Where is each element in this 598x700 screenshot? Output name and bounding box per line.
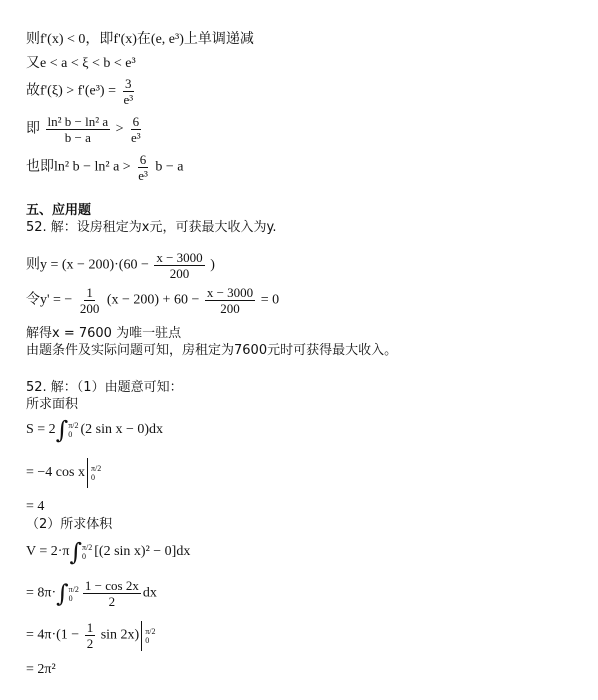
- text-segment: [(2 sin x)² − 0]dx: [94, 544, 191, 560]
- text-segment: = −4 cos x: [26, 465, 85, 481]
- denominator: e³: [138, 168, 148, 183]
- denominator: 2: [108, 594, 116, 609]
- lower-limit: 0: [82, 552, 86, 561]
- text-segment: S = 2: [26, 422, 56, 438]
- integral-limits: [82, 543, 92, 561]
- text-segment: (2 sin x − 0)dx: [80, 422, 164, 438]
- lower-limit: 0: [90, 473, 95, 482]
- line-volume-cosine: [26, 578, 157, 609]
- line-volume-result: = 2π²: [26, 662, 56, 677]
- numerator: 1 − cos 2x: [84, 578, 139, 593]
- fraction: [154, 250, 204, 281]
- integral-sign: ∫: [56, 579, 69, 608]
- text-segment: (x − 200) + 60 −: [106, 292, 200, 308]
- line-hence-fprime: [26, 76, 137, 107]
- integral-limits: [68, 421, 78, 439]
- text-segment: = 0: [260, 292, 280, 308]
- lower-limit: 0: [68, 430, 73, 439]
- text-segment: 即: [26, 121, 40, 137]
- integral-limits: [69, 585, 79, 603]
- fraction: [46, 114, 111, 145]
- fraction: [136, 152, 150, 183]
- line-ln-fraction: [26, 114, 145, 145]
- text-segment: >: [115, 121, 124, 137]
- evaluation-bar: [87, 458, 88, 488]
- line-area-result: = 4: [26, 499, 45, 514]
- line-revenue-function: [26, 250, 215, 281]
- text-segment: 则y = (x − 200)·(60 −: [26, 257, 149, 273]
- denominator: 200: [79, 301, 100, 316]
- upper-limit: π/2: [68, 421, 79, 430]
- upper-limit: π/2: [68, 584, 79, 594]
- text-segment: 故f'(ξ) > f'(e³) =: [26, 83, 116, 99]
- text-segment: b − a: [155, 159, 184, 175]
- text-segment: = 4π·(1 −: [26, 627, 80, 643]
- text-segment: V = 2·π: [26, 544, 70, 560]
- numerator: 6: [132, 114, 140, 129]
- line-conclusion: 由题条件及实际问题可知，房租定为7600元时可获得最大收入。: [26, 343, 398, 358]
- numerator: x − 3000: [206, 285, 254, 300]
- numerator: x − 3000: [156, 250, 203, 265]
- numerator: 1: [86, 285, 93, 300]
- denominator: 200: [169, 266, 190, 281]
- upper-limit: π/2: [90, 464, 102, 473]
- fraction: [205, 285, 255, 316]
- text-segment: ): [210, 257, 215, 273]
- line-area-heading: 所求面积: [26, 397, 79, 412]
- fraction: [83, 578, 141, 609]
- denominator: 2: [86, 636, 94, 651]
- numerator: ln² b − ln² a: [47, 114, 109, 129]
- denominator: e³: [123, 92, 134, 107]
- text-segment: = 8π·: [26, 585, 57, 601]
- line-derivative-negative: 则f'(x) < 0，即f'(x)在(e, e³)上单调递减: [26, 32, 254, 47]
- denominator: b − a: [64, 130, 91, 145]
- text-segment: sin 2x): [100, 627, 140, 643]
- fraction: [121, 76, 135, 107]
- fraction: [129, 114, 143, 145]
- upper-limit: π/2: [145, 626, 156, 636]
- upper-limit: π/2: [82, 543, 93, 552]
- numerator: 1: [86, 620, 94, 635]
- line-area-antiderivative: [26, 458, 103, 488]
- lower-limit: 0: [68, 593, 73, 603]
- line-derivative-zero: [26, 285, 279, 316]
- denominator: e³: [131, 130, 141, 145]
- fraction: [85, 620, 96, 651]
- numerator: 3: [125, 76, 132, 91]
- text-segment: 也即ln² b − ln² a >: [26, 159, 131, 175]
- line-area-integral: [26, 418, 163, 442]
- text-segment: dx: [142, 585, 157, 601]
- numerator: 6: [139, 152, 147, 167]
- evaluation-limits: [91, 464, 101, 482]
- fraction: [78, 285, 102, 316]
- line-ln-inequality: [26, 152, 183, 183]
- line-inequality-chain: 又e < a < ξ < b < e³: [26, 56, 136, 71]
- line-volume-antiderivative: [26, 620, 157, 651]
- integral-sign: ∫: [55, 416, 69, 444]
- line-volume-integral: [26, 540, 190, 564]
- section-heading: 五、应用题: [26, 203, 92, 218]
- line-volume-heading: （2）所求体积: [26, 517, 113, 532]
- line-critical-point: 解得x = 7600 为唯一驻点: [26, 326, 182, 341]
- integral-sign: ∫: [69, 538, 82, 566]
- lower-limit: 0: [145, 635, 150, 645]
- text-segment: 令y' = −: [26, 292, 73, 308]
- evaluation-limits: [145, 627, 155, 645]
- denominator: 200: [220, 301, 240, 316]
- evaluation-bar: [141, 621, 142, 651]
- problem-52-statement: 52. 解：设房租定为x元，可获最大收入为y.: [26, 220, 277, 235]
- problem-52b-statement: 52. 解：（1）由题意可知：: [26, 380, 183, 395]
